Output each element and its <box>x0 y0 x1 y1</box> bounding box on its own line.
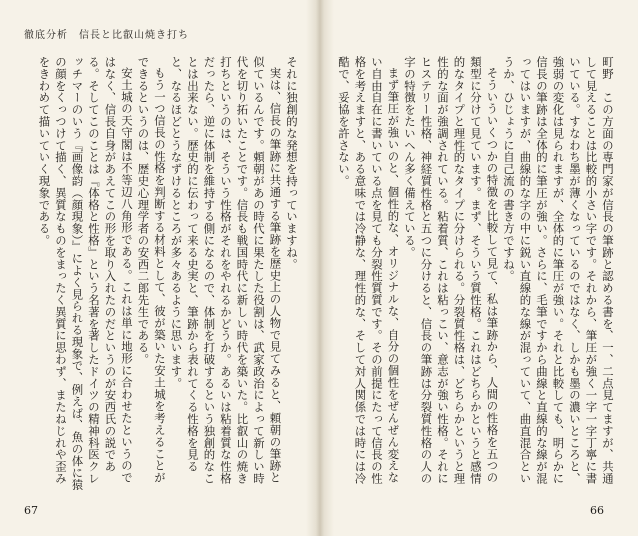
paragraph: 町野 この方面の専門家が信長の筆跡と認める書を、一、二点見てますが、共通して見えることは比較的小さい字です。それから、筆圧が強く一字一字丁寧に書いている。すなわち墨が薄くなっているのではなく、しかも墨の濃いところと、強弱の変化は見られますが、全体的に筆圧が強い。それと比較しても、明らかに信長の筆跡は全体的に筆圧が強い。さらに、毛筆ですから曲線と直線的な線が混ってはいますが、曲線的な字の中に鋭い直線的な線が混っていて、曲直混合というか、ひじょうに自己流の書き方ですね。 <box>502 56 615 485</box>
page-number: 66 <box>590 504 604 517</box>
paragraph: そういういくつかの特徴を比較して見て、私は筆跡から、人間の性格を五つの類型に分けて見ています。まず、そういう質性格。これはどちらかというと感情的なタイプと理性的なタイプに分けられる。分裂質性格は、どちらかというと理性的な面が強調されている。粘着質、これは粘っこい、意志が強い性格。それにヒステリー性格、神経質性格と五つに分けると、信長の筆跡は分裂質性格の人の字の特徴をたいへん多く備えている。 <box>403 56 500 485</box>
left-page-body <box>22 56 300 494</box>
right-page-body <box>336 56 616 494</box>
paragraph: 実は、信長の筆跡に共通する筆跡を歴史上の人物で見てみると、頼朝の筆跡と似ているんです。頼朝があの時代に果たした役割は、武家政治によって新しい時代を切り拓いたことです。信長も戦国時代に新しい時代を築いた。比叡山の焼き打ちというのは、そういう性格がそれをやれるかどうか。あるいは粘着質な性格だったら、逆に体制を維持する側になるので、体制を打破するという独創的なことは出来ない。歴史的に伝わって来る史実と、筆跡から表れてくる性格を見ると、なるほどとうなずけるところが多々あるように思います。 <box>169 56 283 485</box>
left-page <box>0 0 318 536</box>
page-number: 67 <box>24 504 38 517</box>
running-header: 徹底分析 信長と比叡山焼き打ち <box>24 30 189 41</box>
paragraph: それに独創的な発想を持っていますね。 <box>285 56 299 271</box>
paragraph: 安土城の天守閣は不等辺八角形である。これは単に地形に合わせたというのではなく、信長自身があえてこの形を取り入れたのだというのが安西氏の説である。そしてこのことは『体格と性格』という名著を著したドイツの精神科医クレッチマーのいう『画像韵（顔現象）』によく見られる現象で、例えば、魚の体に猿の顔をくっつけて描く、異質なものをまったく異質に思わず、またねじれや歪みをきわめて描いていく現象である。 <box>37 56 134 491</box>
paragraph: もう一つ信長の性格を判断する材料として、彼が築いた安土城を考えることができるというのは、歴史心理学者の安西二郎先生である。 <box>136 56 167 484</box>
right-page <box>322 0 638 536</box>
paragraph: まず筆圧が強いのと、個性的な、オリジナルな、自分の個性をぜんぜん変えない自由自在に書いている点を見ても分裂性質質です。その前提にたって信長の性格を考えますと、ある意味では冷静な、理性的な、そして対人関係では時には冷酷で、妥協を許さない。 <box>337 56 401 485</box>
